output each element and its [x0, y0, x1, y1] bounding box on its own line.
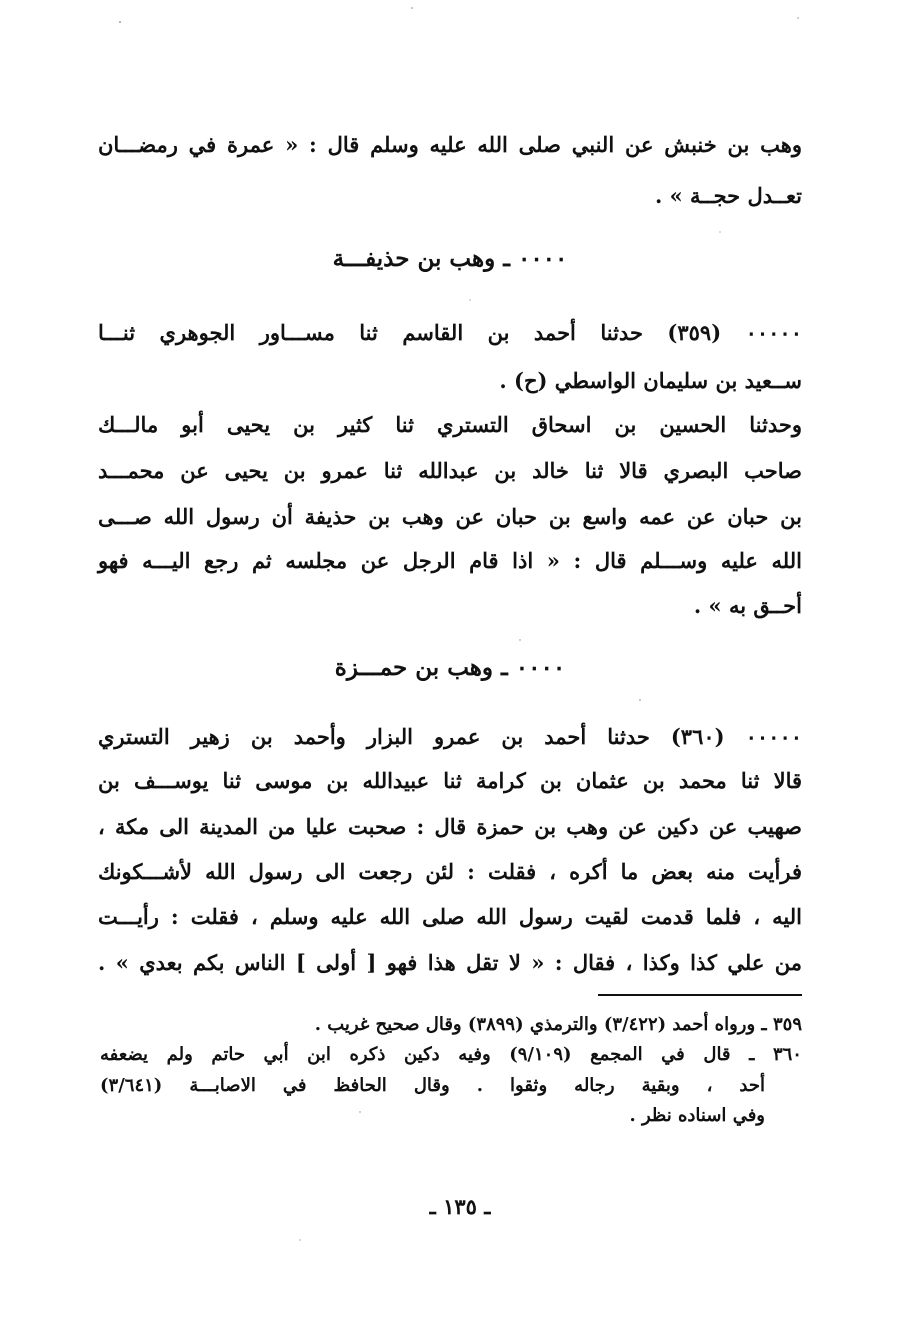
body-line-13: فرأيت منه بعض ما أكره ، فقلت : لئن رجعت الى رسول الله لأشـــكونك	[98, 859, 802, 884]
body-line-10: ٠٠٠٠٠ (٣٦٠) حدثنا أحمد بن عمرو البزار وأحمد بن زهير التستري	[98, 724, 803, 749]
body-line-15: من علي كذا وكذا ، فقال : « لا تقل هذا فهو [ أولى ] الناس بكم بعدي » .	[98, 950, 802, 975]
body-line-9: أحــق به » .	[693, 593, 802, 618]
footnote-separator	[598, 994, 802, 996]
footnote-359: ٣٥٩ ـ ورواه أحمد (٣/٤٢٢) والترمذي (٣٨٩٩) وقال صحيح غريب .	[314, 1014, 802, 1035]
section-heading-wahb-ibn-hamza: ٠٠٠٠ ـ وهب بن حمـــزة	[334, 654, 566, 681]
body-line-3: ٠٠٠٠٠ (٣٥٩) حدثنا أحمد بن القاسم ثنا مســـاور الجوهري ثنـــا	[98, 320, 802, 345]
footnote-360-line-2: أحد ، وبقية رجاله وثقوا . وقال الحافظ في الاصابـــة (٣/٦٤١)	[100, 1075, 765, 1096]
body-line-14: اليه ، فلما قدمت لقيت رسول الله صلى الله عليه وسلم ، فقلت : رأيـــت	[98, 904, 802, 929]
body-line-1: وهب بن خنبش عن النبي صلى الله عليه وسلم قال : « عمرة في رمضـــان	[98, 132, 802, 157]
body-line-11: قالا ثنا محمد بن عثمان بن كرامة ثنا عبيدالله بن موسى ثنا يوســـف بن	[98, 768, 802, 793]
body-line-12: صهيب عن دكين عن وهب بن حمزة قال : صحبت عليا من المدينة الى مكة ،	[98, 814, 802, 839]
body-line-6: صاحب البصري قالا ثنا خالد بن عبدالله ثنا عمرو بن يحيى عن محمـــد	[98, 458, 802, 483]
footnote-360-line-3: وفي اسناده نظر .	[629, 1105, 765, 1126]
section-heading-wahb-ibn-hudhayfa: ٠٠٠٠ ـ وهب بن حذيفـــة	[332, 245, 568, 272]
body-line-4: ســعيد بن سليمان الواسطي (ح) .	[499, 368, 802, 393]
page-number: ـ ١٣٥ ـ	[429, 1194, 491, 1219]
body-line-2: تعــدل حجــة » .	[654, 183, 802, 208]
body-line-5: وحدثنا الحسين بن اسحاق التستري ثنا كثير بن يحيى أبو مالـــك	[98, 412, 802, 437]
footnote-360-line-1: ٣٦٠ ـ قال في المجمع (٩/١٠٩) وفيه دكين ذكره ابن أبي حاتم ولم يضعفه	[100, 1044, 802, 1065]
body-line-7: بن حبان عن عمه واسع بن حبان عن وهب بن حذيفة أن رسول الله صـــى	[98, 504, 802, 529]
body-line-8: الله عليه وســـلم قال : « اذا قام الرجل عن مجلسه ثم رجع اليـــه فهو	[98, 548, 802, 573]
